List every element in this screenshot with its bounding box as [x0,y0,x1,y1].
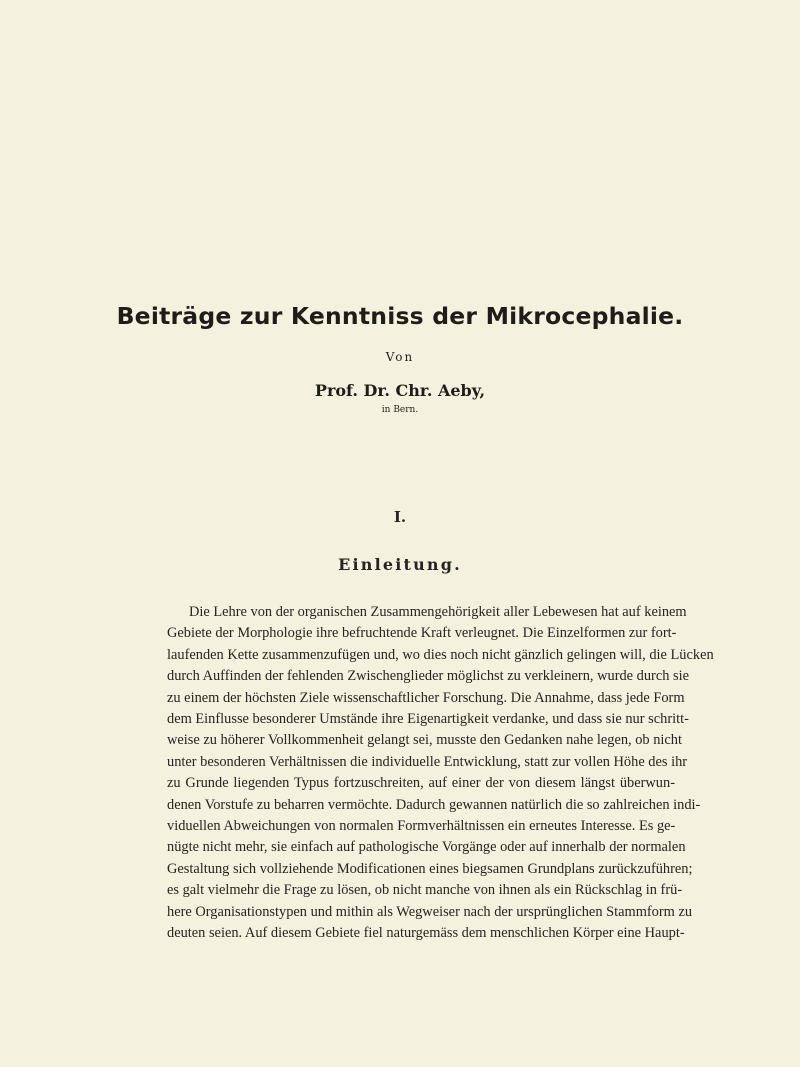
text-line: Gestaltung sich vollziehende Modificationen eines biegsamen Grundplans zurückzuführen; [167,860,693,877]
text-line: here Organisationstypen und mithin als Wegweiser nach der ursprünglichen Stammform zu [167,903,693,920]
text-line: unter besonderen Verhältnissen die individuelle Entwicklung, statt zur vollen Höhe des ihr [167,753,688,770]
text-line: durch Auffinden der fehlenden Zwischenglieder möglichst zu verkleinern, wurde durch sie [167,668,690,685]
body-paragraph [167,602,714,945]
text-line: laufenden Kette zusammenzufügen und, wo dies noch nicht gänzlich gelingen will, die Lücken [167,646,714,663]
text-line: weise zu höherer Vollkommenheit gelangt sei, musste den Gedanken nahe legen, ob nicht [167,732,682,749]
section-title: Einleitung. [338,555,462,574]
text-line: es galt vielmehr die Frage zu lösen, ob nicht manche von ihnen als ein Rückschlag in frü- [167,882,683,899]
text-line: denen Vorstufe zu beharren vermöchte. Dadurch gewannen natürlich die so zahlreichen indi- [167,796,701,813]
text-line: dem Einflusse besonderer Umstände ihre Eigenartigkeit verdanke, und dass sie nur schritt- [167,711,689,728]
article-title: Beiträge zur Kenntniss der Mikrocephalie. [116,302,684,330]
author-name: Prof. Dr. Chr. Aeby, [314,381,486,400]
text-line: viduellen Abweichungen von normalen Formverhältnissen ein erneutes Interesse. Es ge- [167,818,676,835]
section-number: I. [393,508,407,526]
text-line: zu einem der höchsten Ziele wissenschaftlicher Forschung. Die Annahme, dass jede Form [167,689,685,706]
text-line: Die Lehre von der organischen Zusammengehörigkeit aller Lebewesen hat auf keinem [189,604,687,620]
text-line: nügte nicht mehr, sie einfach auf pathologische Vorgänge oder auf innerhalb der normalen [167,839,686,856]
text-line: deuten seien. Auf diesem Gebiete fiel naturgemäss dem menschlichen Körper eine Haupt- [167,925,685,942]
text-line: zu Grunde liegenden Typus fortzuschreiten, auf einer der von diesem längst überwun- [167,775,675,792]
author-location: in Bern. [381,405,419,415]
by-line: Von [385,350,415,364]
text-line: Gebiete der Morphologie ihre befruchtende Kraft verleugnet. Die Einzelformen zur fort- [167,625,677,642]
